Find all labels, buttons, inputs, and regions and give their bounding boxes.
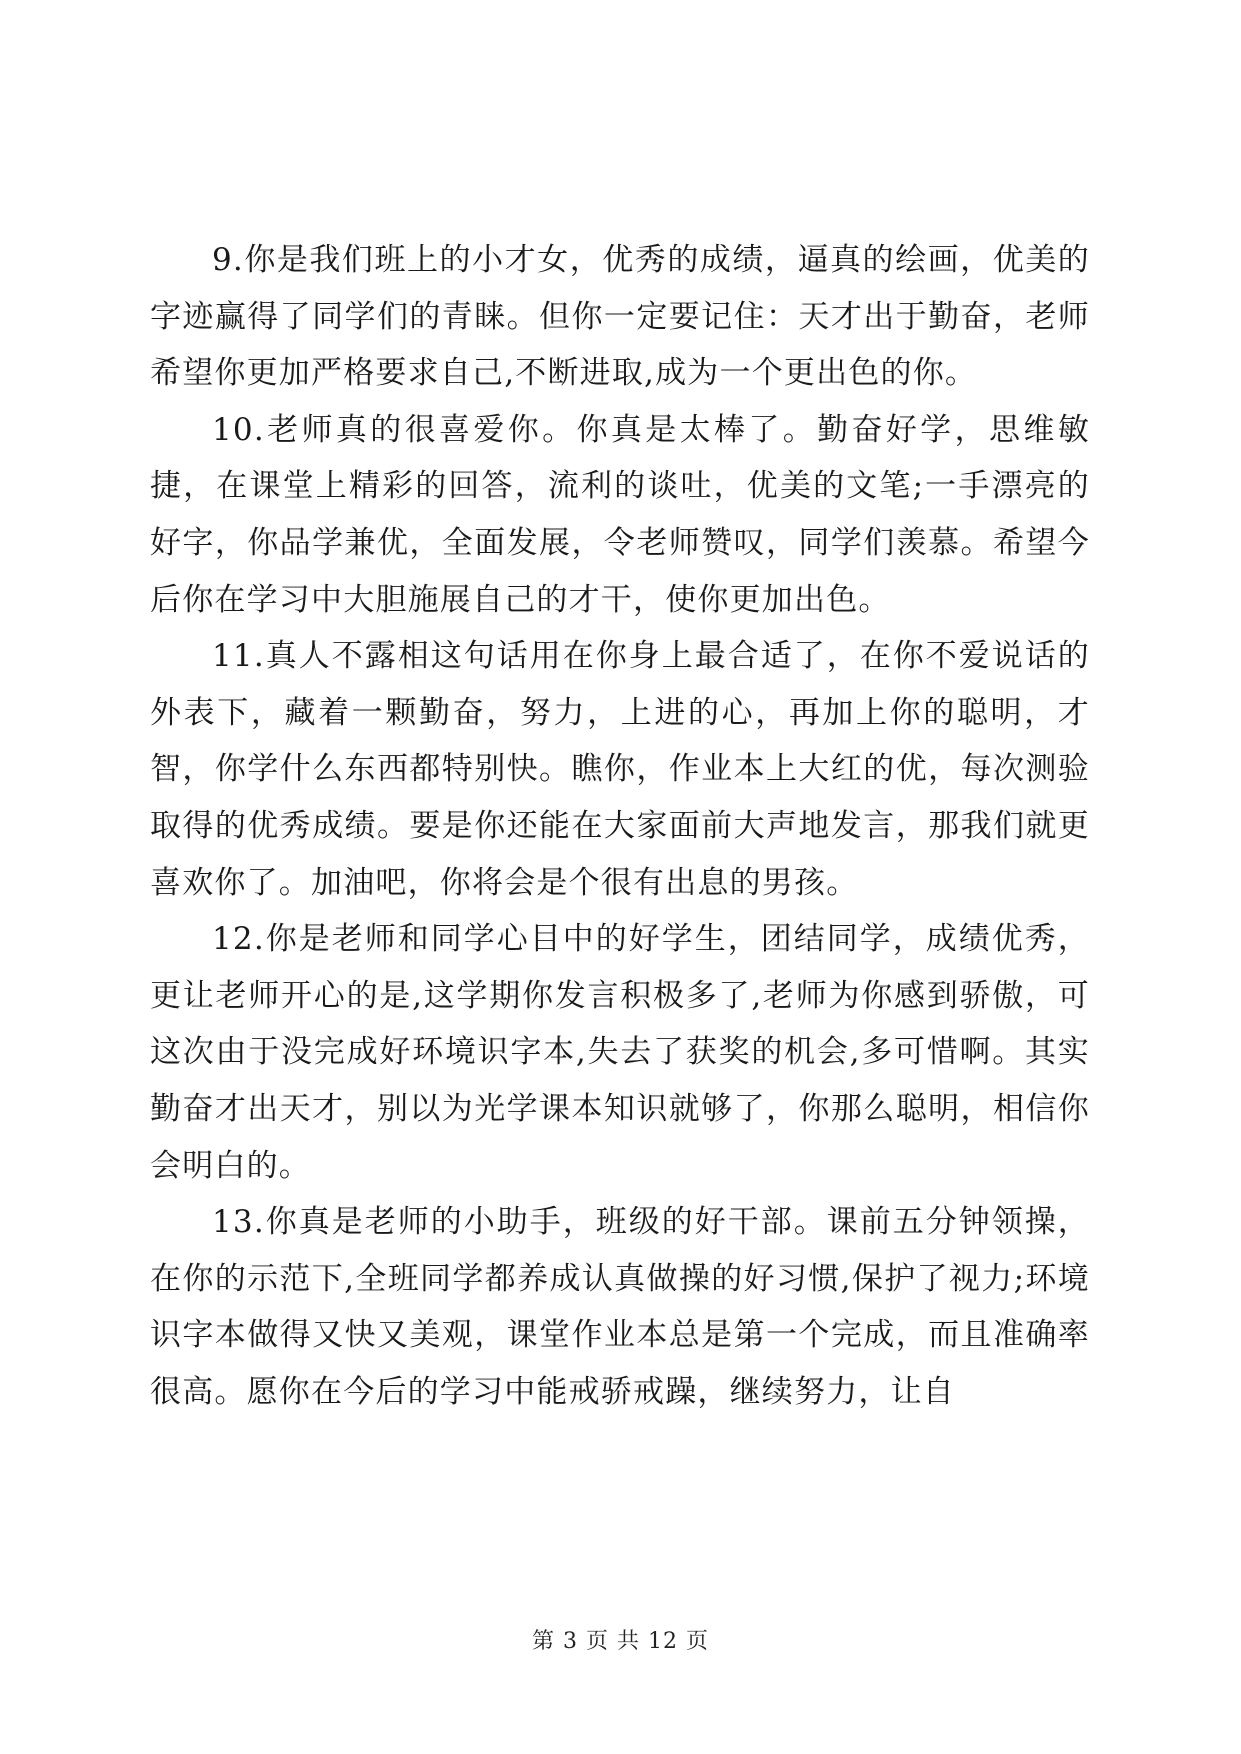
paragraph-12: 12.你是老师和同学心目中的好学生，团结同学，成绩优秀，更让老师开心的是,这学期你发言积极多了,老师为你感到骄傲，可这次由于没完成好环境识字本,失去了获奖的机会,多可惜啊。其实勤奋才出天才，别以为光学课本知识就够了，你那么聪明，相信你会明白的。: [150, 921, 1090, 1184]
paragraph-9: 9.你是我们班上的小才女，优秀的成绩，逼真的绘画，优美的字迹赢得了同学们的青睐。但你一定要记住：天才出于勤奋，老师希望你更加严格要求自己,不断进取,成为一个更出色的你。: [150, 242, 1090, 392]
paragraph-10: 10.老师真的很喜爱你。你真是太棒了。勤奋好学，思维敏捷，在课堂上精彩的回答，流利的谈吐，优美的文笔;一手漂亮的好字，你品学兼优，全面发展，令老师赞叹，同学们羡慕。希望今后你在学习中大胆施展自己的才干，使你更加出色。: [150, 411, 1090, 618]
page-number-footer: 第 3 页 共 12 页: [532, 1629, 709, 1654]
paragraph-13: 13.你真是老师的小助手，班级的好干部。课前五分钟领操，在你的示范下,全班同学都养成认真做操的好习惯,保护了视力;环境识字本做得又快又美观，课堂作业本总是第一个完成，而且准确率很高。愿你在今后的学习中能戒骄戒躁，继续努力，让自: [150, 1204, 1090, 1410]
paragraph-11: 11.真人不露相这句话用在你身上最合适了，在你不爱说话的外表下，藏着一颗勤奋，努力，上进的心，再加上你的聪明，才智，你学什么东西都特别快。瞧你，作业本上大红的优，每次测验取得的优秀成绩。要是你还能在大家面前大声地发言，那我们就更喜欢你了。加油吧，你将会是个很有出息的男孩。: [150, 638, 1090, 901]
document-body: [150, 232, 1090, 1420]
